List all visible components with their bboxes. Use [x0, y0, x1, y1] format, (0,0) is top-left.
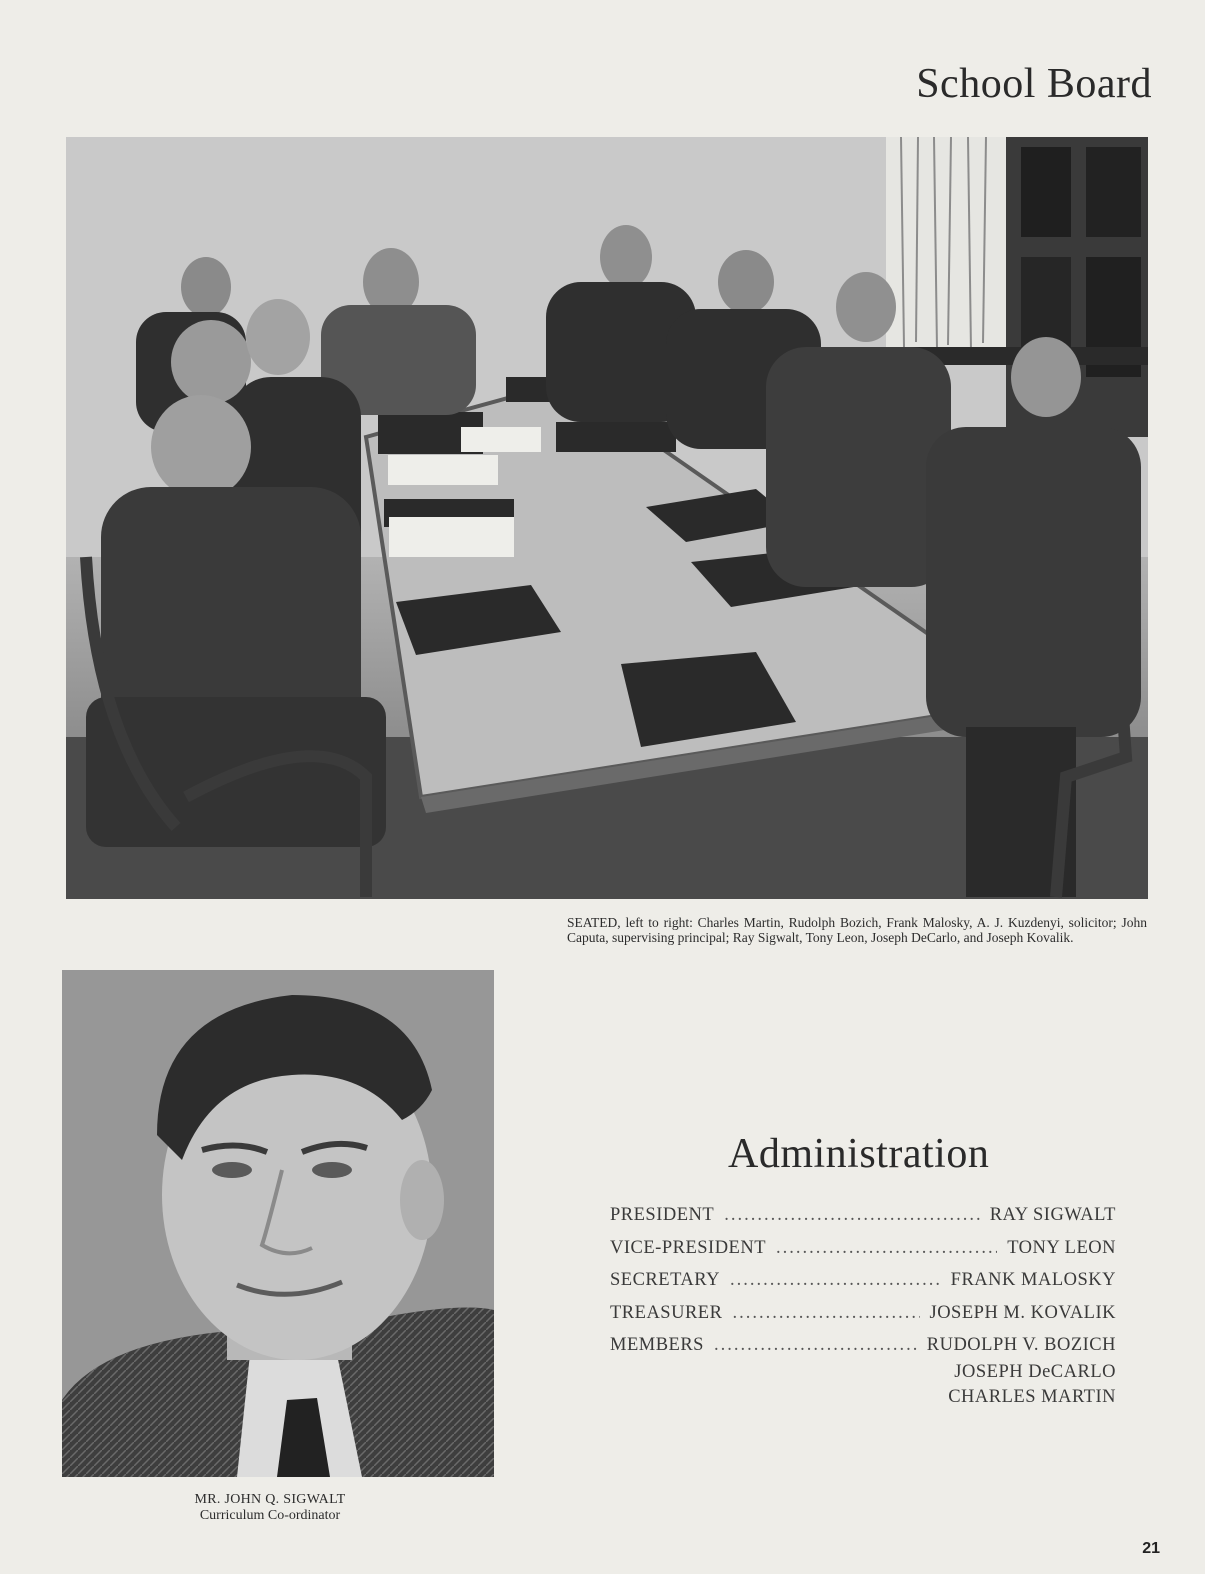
member-name: JOSEPH DeCARLO — [954, 1361, 1116, 1382]
leader-dots — [776, 1238, 997, 1259]
officer-role: VICE-PRESIDENT — [610, 1237, 767, 1258]
officer-name: RAY SIGWALT — [989, 1205, 1116, 1225]
officer-name: TONY LEON — [1007, 1237, 1116, 1258]
group-photo-caption: SEATED, left to right: Charles Martin, Rudolph Bozich, Frank Malosky, A. J. Kuzdenyi, solicitor; John Caputa, supervising principal; Ray Sigwalt, Tony Leon, Joseph DeCarlo, and Joseph Kovalik. — [567, 915, 1147, 945]
officer-name: FRANK MALOSKY — [950, 1270, 1116, 1290]
officer-row-president — [610, 1205, 1116, 1238]
leader-dots — [732, 1303, 919, 1324]
portrait-title: Curriculum Co-ordinator — [199, 1508, 341, 1523]
officers-list — [610, 1205, 1116, 1410]
school-board-title: School Board — [916, 61, 1152, 107]
officer-role: MEMBERS — [610, 1335, 704, 1355]
officer-name: JOSEPH M. KOVALIK — [929, 1302, 1116, 1323]
page-number: 21 — [1142, 1540, 1160, 1557]
school-board-group-photo — [66, 137, 1148, 899]
portrait-caption — [140, 1492, 400, 1524]
member-name: RUDOLPH V. BOZICH — [926, 1335, 1116, 1355]
member-name: CHARLES MARTIN — [948, 1386, 1116, 1407]
leader-dots — [724, 1205, 980, 1226]
leader-dots — [730, 1270, 941, 1291]
officer-role: TREASURER — [610, 1302, 723, 1323]
leader-dots — [714, 1335, 917, 1356]
officer-row-secretary — [610, 1270, 1116, 1303]
officer-row-treasurer — [610, 1303, 1116, 1336]
officer-row-vice-president — [610, 1238, 1116, 1271]
officer-role: PRESIDENT — [610, 1205, 715, 1225]
officer-role: SECRETARY — [610, 1270, 720, 1290]
members-list — [610, 1360, 1116, 1410]
administration-title: Administration — [728, 1131, 990, 1177]
portrait-name: MR. JOHN Q. SIGWALT — [194, 1492, 346, 1507]
portrait-photo — [62, 970, 494, 1477]
